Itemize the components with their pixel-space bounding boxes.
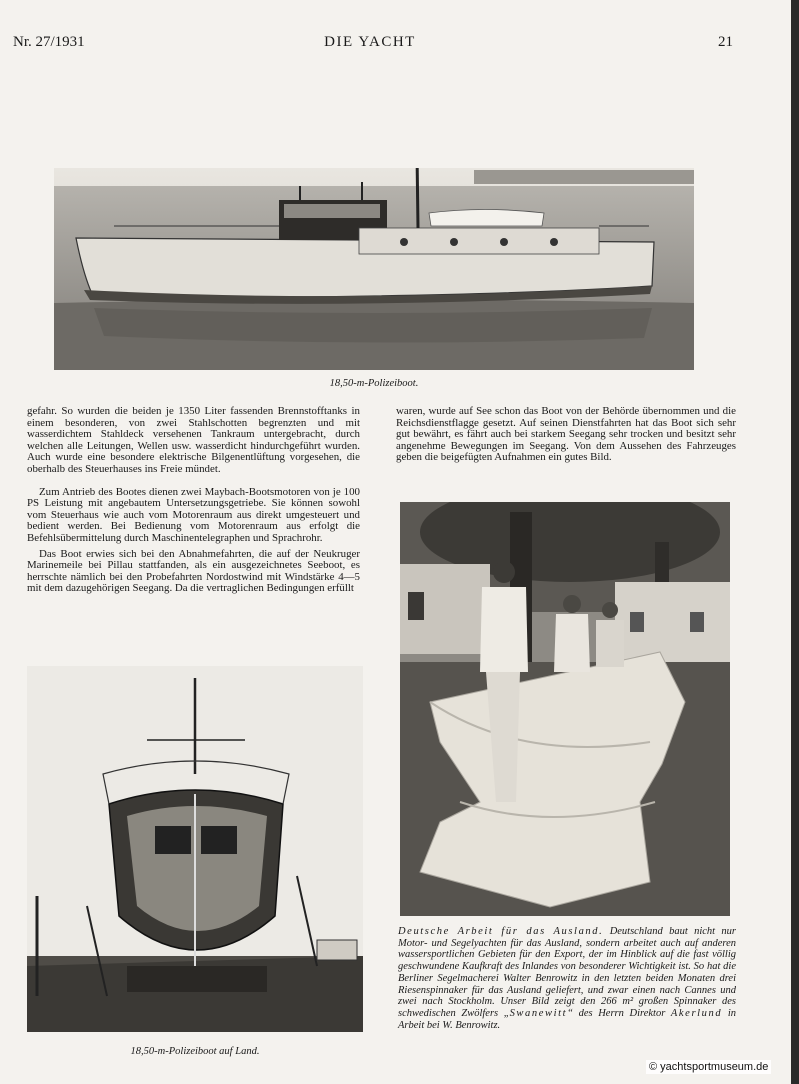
person-name: Akerlund [670,1007,723,1019]
boat-photo-land [27,666,363,1032]
boat-photo-water [54,168,694,370]
paragraph: Das Boot erwies sich bei den Abnahmefahrten, die auf der Neukruger Marinemeile bei Pillau stattfanden, als ein ausgezeichnetes Seeboot, es herrschte nämlich bei den Probefahrten Nordostwind mit Windstärke 4—5 mit dem dazugehörigen Seegang. Da die vertraglichen Bedingungen erfüllt [27,547,360,595]
scan-edge [791,0,799,1084]
caption-tail: in Arbeit bei W. Benrowitz. [398,1007,736,1031]
spinnaker-caption [398,926,736,1031]
spinnaker-photo [400,502,730,916]
issue-number: Nr. 27/1931 [13,34,85,50]
caption-body-end: “ des Herrn Direktor [567,1007,671,1019]
paragraph: Zum Antrieb des Bootes dienen zwei Maybach-Bootsmotoren von je 100 PS Leistung mit angebautem Untersetzungsgetriebe. Sie können sowohl vom Steuerhaus wie auch vom Motorenraum aus direkt umgesteuert und bedient werden. Bei Bedienung vom Motorenraum aus erfolgt die Befehlsübermittelung durch Maschinentelegraphen und Sprachrohr. [27,485,360,544]
watermark: © yachtsportmuseum.de [646,1060,771,1074]
article-column-left [27,406,360,595]
article-column-right [396,406,736,464]
magazine-title: DIE YACHT [324,34,416,50]
paragraph: waren, wurde auf See schon das Boot von der Behörde übernommen und die Reichsdienstflagge gesetzt. Auf seinen Dienstfahrten hat das Boot sich sehr gut bewährt, es fährt auch bei starkem Seegang sehr trocken und besitzt sehr angenehme Bewegungen im Seegang. Von dem Aussehen des Fahrzeuges geben die beigefügten Aufnahmen ein gutes Bild. [396,405,736,464]
caption-boat-land: 18,50-m-Polizeiboot auf Land. [130,1046,260,1057]
caption-title: Deutsche Arbeit für das Ausland. [398,926,604,937]
paragraph: gefahr. So wurden die beiden je 1350 Liter fassenden Brennstofftanks in einem besonderen, von zwei Stahlschotten begrenzten und mit wasserdichtem Stahldeck versehenen Tankraum untergebracht, durch welchen alle Leitungen, Wellen usw. wasserdicht hindurchgeführt wurden. Auch wurde eine besondere elektrische Bilgenentlüftung vorgesehen, die oberhalb des Steuerhauses ins Freie mündet. [27,405,360,475]
page-number: 21 [718,34,733,50]
yacht-name: Swanewitt [509,1007,568,1019]
caption-body: Deutschland baut nicht nur Motor- und Segelyachten für das Ausland, sondern arbeitet auch auf anderen wassersportlichen Gebieten für den Export, der im Hinblick auf die fast völlig geschwundene Kaufkraft des Inlandes von besonderer Wichtigkeit ist. So hat die Berliner Segelmacherei Walter Benrowitz in den letzten beiden Monaten drei Riesenspinnaker für das Ausland geliefert, und zwar einen nach Cannes und zwei nach Stockholm. Unser Bild zeigt den 266 m² großen Spinnaker des schwedischen Zwölfers „ [398,926,737,1019]
caption-boat-water: 18,50-m-Polizeiboot. [329,378,419,389]
